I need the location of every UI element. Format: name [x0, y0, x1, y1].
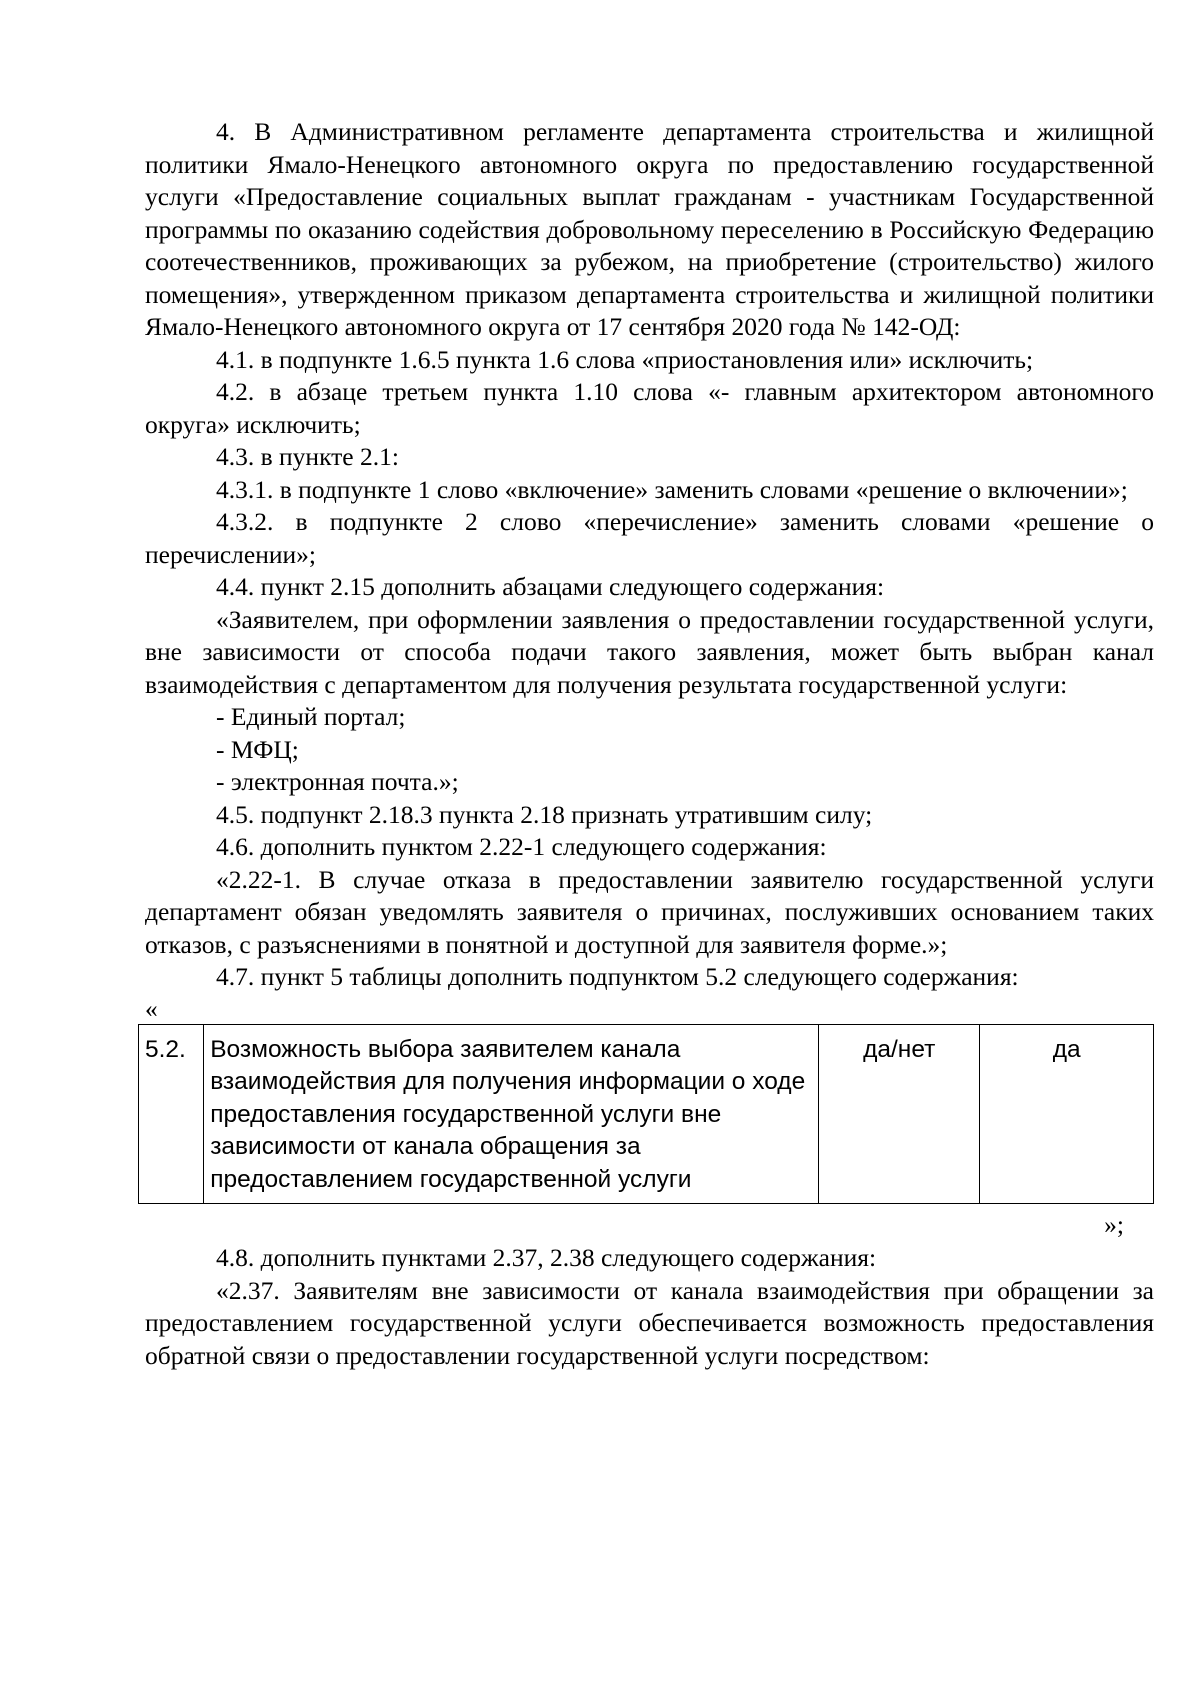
paragraph-item-4-1: 4.1. в подпункте 1.6.5 пункта 1.6 слова «приостановления или» исключить; [216, 344, 1034, 374]
document-body [145, 116, 1154, 1372]
paragraph-item-4-4: 4.4. пункт 2.15 дополнить абзацами следующего содержания: [216, 572, 885, 601]
paragraph-item-4-6: 4.6. дополнить пунктом 2.22-1 следующего содержания: [216, 832, 827, 861]
list-item-mfc: - МФЦ; [216, 734, 299, 764]
paragraph-quote-applicant-channel: «Заявителем, при оформлении заявления о предоставлении государственной услуги, вне зависимости от способа подачи такого заявления, может быть выбран канал взаимодействия с департаментом для получения результата государственной услуги: [145, 604, 1154, 699]
paragraph-item-4: 4. В Административном регламенте департамента строительства и жилищной политики Ямало-Ненецкого автономного округа по предоставлению государственной услуги «Предоставление социальных выплат гражданам - участникам Государственной программы по оказанию содействия добровольному переселению в Российскую Федерацию соотечественников, проживающих за рубежом, на приобретение (строительство) жилого помещения», утвержденном приказом департамента строительства и жилищной политики Ямало-Ненецкого автономного округа от 17 сентября 2020 года № 142-ОД: [145, 117, 1154, 341]
list-item-unified-portal: - Единый портал; [216, 702, 406, 731]
paragraph-item-4-3-2: 4.3.2. в подпункте 2 слово «перечисление» заменить словами «решение о перечислении»; [145, 507, 1154, 569]
table-cell-number: 5.2. [139, 1024, 204, 1204]
paragraph-item-4-7: 4.7. пункт 5 таблицы дополнить подпунктом 5.2 следующего содержания: [216, 962, 1019, 991]
paragraph-item-4-3-1: 4.3.1. в подпункте 1 слово «включение» заменить словами «решение о включении»; [216, 474, 1128, 504]
paragraph-item-4-8: 4.8. дополнить пунктами 2.37, 2.38 следующего содержания: [216, 1243, 877, 1272]
paragraph-quote-2-37: «2.37. Заявителям вне зависимости от канала взаимодействия при обращении за предоставлением государственной услуги обеспечивается возможность предоставления обратной связи о предоставлении государственной услуги посредством: [145, 1275, 1154, 1370]
paragraph-item-4-3: 4.3. в пункте 2.1: [216, 442, 399, 471]
table-close-quote: »; [1104, 1210, 1124, 1239]
paragraph-quote-2-22-1: «2.22-1. В случае отказа в предоставлении заявителю государственной услуги департамент обязан уведомлять заявителя о причинах, послуживших основанием таких отказов, с разъяснениями в понятной и доступной для заявителя форме.»; [145, 864, 1154, 959]
table-open-quote: « [145, 993, 158, 1023]
table-cell-description: Возможность выбора заявителем канала взаимодействия для получения информации о ходе предоставления государственной услуги вне зависимости от канала обращения за предоставлением государственной услуги [204, 1024, 819, 1204]
table-cell-value: да [980, 1024, 1154, 1204]
amendment-table [138, 1024, 1154, 1205]
paragraph-item-4-5: 4.5. подпункт 2.18.3 пункта 2.18 признать утратившим силу; [216, 799, 873, 829]
paragraph-item-4-2: 4.2. в абзаце третьем пункта 1.10 слова «- главным архитектором автономного округа» исключить; [145, 377, 1154, 439]
table-row [139, 1024, 1154, 1204]
list-item-email: - электронная почта.»; [216, 767, 459, 796]
table-cell-unit: да/нет [819, 1024, 980, 1204]
